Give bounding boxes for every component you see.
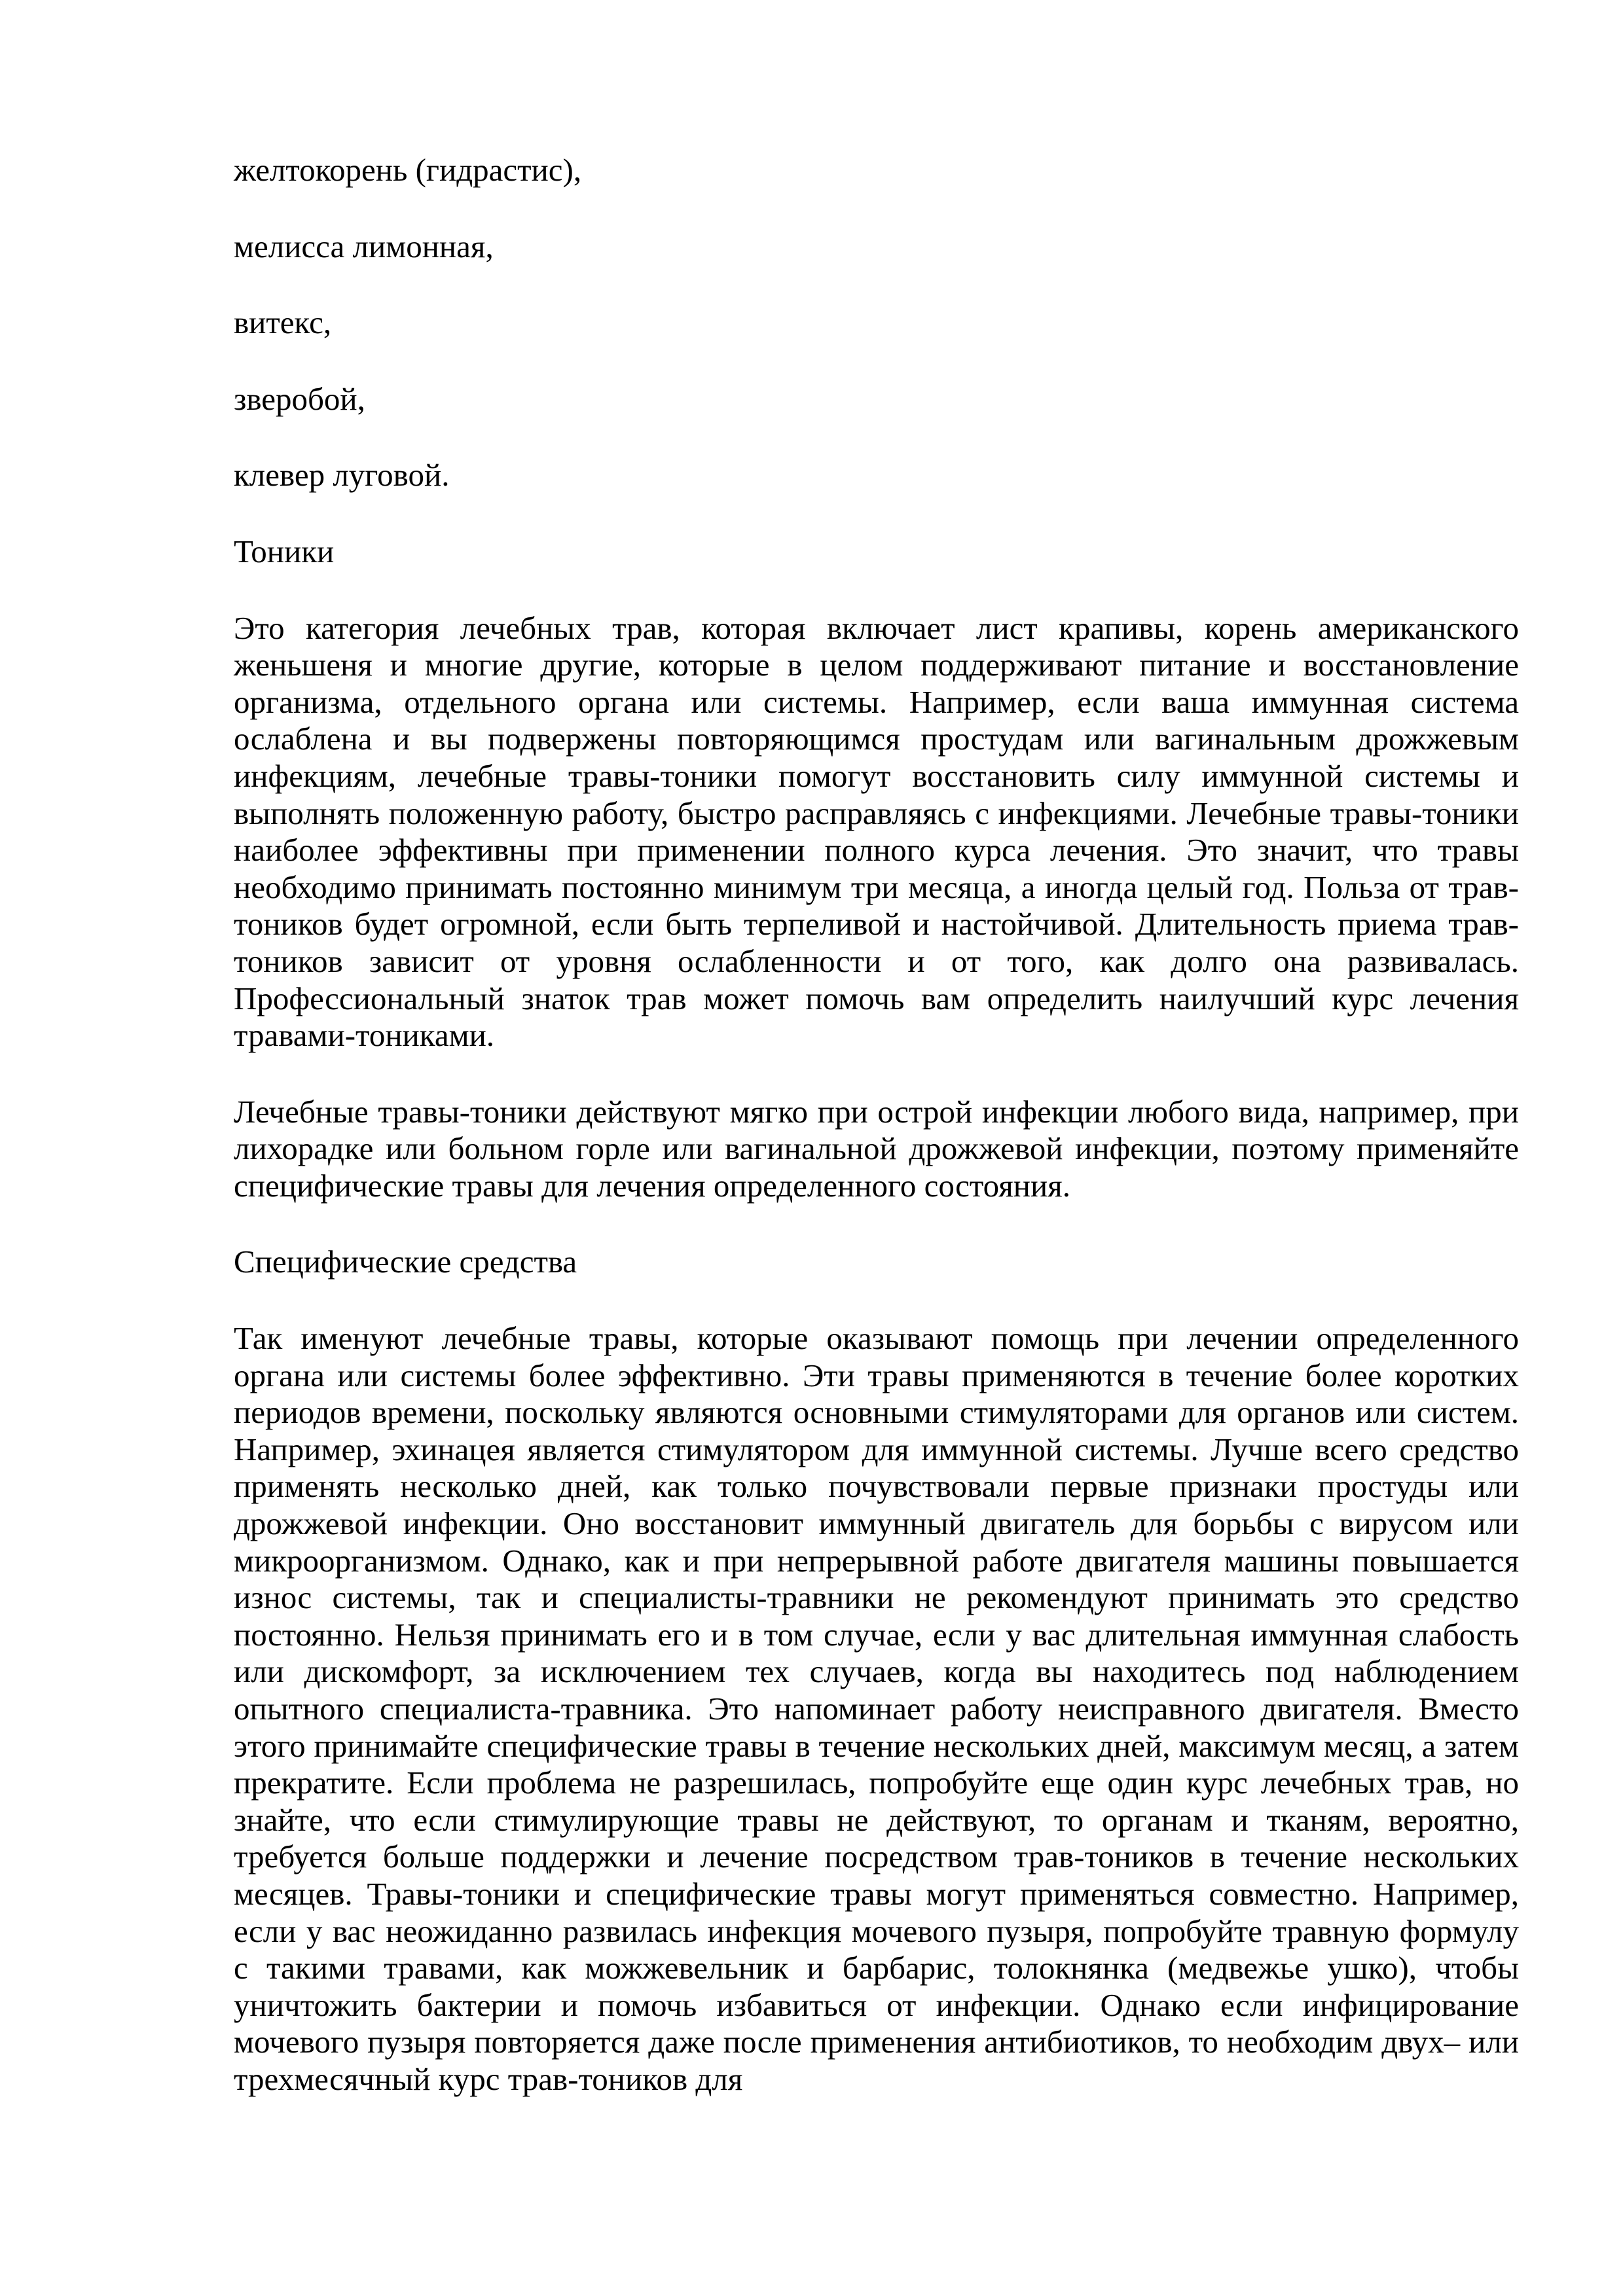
paragraph: Лечебные травы-тоники действуют мягко при острой инфекции любого вида, например, при лихорадке или больном горле или вагинальной дрожжевой инфекции, поэтому применяйте специфические травы для лечения определенного состояния.	[234, 1093, 1519, 1204]
herb-list-item: зверобой,	[234, 380, 365, 417]
paragraph: Так именуют лечебные травы, которые оказывают помощь при лечении определенного органа или системы более эффективно. Эти травы применяются в течение более коротких периодов времени, поскольку являются основными стимуляторами для органов или систем. Например, эхинацея является стимулятором для иммунной системы. Лучше всего средство применять несколько дней, как только почувствовали первые признаки простуды или дрожжевой инфекции. Оно восстановит иммунный двигатель для борьбы с вирусом или микроорганизмом. Однако, как и при непрерывной работе двигателя машины повышается износ системы, так и специалисты-травники не рекомендуют принимать это средство постоянно. Нельзя принимать его и в том случае, если у вас длительная иммунная слабость или дискомфорт, за исключением тех случаев, когда вы находитесь под наблюдением опытного специалиста-травника. Это напоминает работу неисправного двигателя. Вместо этого принимайте специфические травы в течение нескольких дней, максимум месяц, а затем прекратите. Если проблема не разрешилась, попробуйте еще один курс лечебных трав, но знайте, что если стимулирующие травы не действуют, то органам и тканям, вероятно, требуется больше поддержки и лечение посредством трав-тоников в течение нескольких месяцев. Травы-тоники и специфические травы могут применяться совместно. Например, если у вас неожиданно развилась инфекция мочевого пузыря, попробуйте травную формулу с такими травами, как можжевельник и барбарис, толокнянка (медвежье ушко), чтобы уничтожить бактерии и помочь избавиться от инфекции. Однако если инфицирование мочевого пузыря повторяется даже после применения антибиотиков, то необходим двух– или трехмесячный курс трав-тоников для	[234, 1320, 1519, 2097]
herb-list-item: мелисса лимонная,	[234, 228, 494, 264]
section-heading-specifics: Специфические средства	[234, 1244, 577, 1280]
herb-list-item: витекс,	[234, 304, 332, 341]
herb-list-item: клевер луговой.	[234, 457, 450, 493]
section-heading-tonics: Тоники	[234, 533, 335, 569]
paragraph: Это категория лечебных трав, которая включает лист крапивы, корень американского женьшеня и многие другие, которые в целом поддерживают питание и восстановление организма, отдельного органа или системы. Например, если ваша иммунная система ослаблена и вы подвержены повторяющимся простудам или вагинальным дрожжевым инфекциям, лечебные травы-тоники помогут восстановить силу иммунной системы и выполнять положенную работу, быстро расправляясь с инфекциями. Лечебные травы-тоники наиболее эффективны при применении полного курса лечения. Это значит, что травы необходимо принимать постоянно минимум три месяца, а иногда целый год. Польза от трав-тоников будет огромной, если быть терпеливой и настойчивой. Длительность приема трав-тоников зависит от уровня ослабленности и от того, как долго она развивалась. Профессиональный знаток трав может помочь вам определить наилучший курс лечения травами-тониками.	[234, 609, 1519, 1054]
herb-list-item: желтокорень (гидрастис),	[234, 152, 582, 188]
document-body	[234, 152, 1519, 2098]
